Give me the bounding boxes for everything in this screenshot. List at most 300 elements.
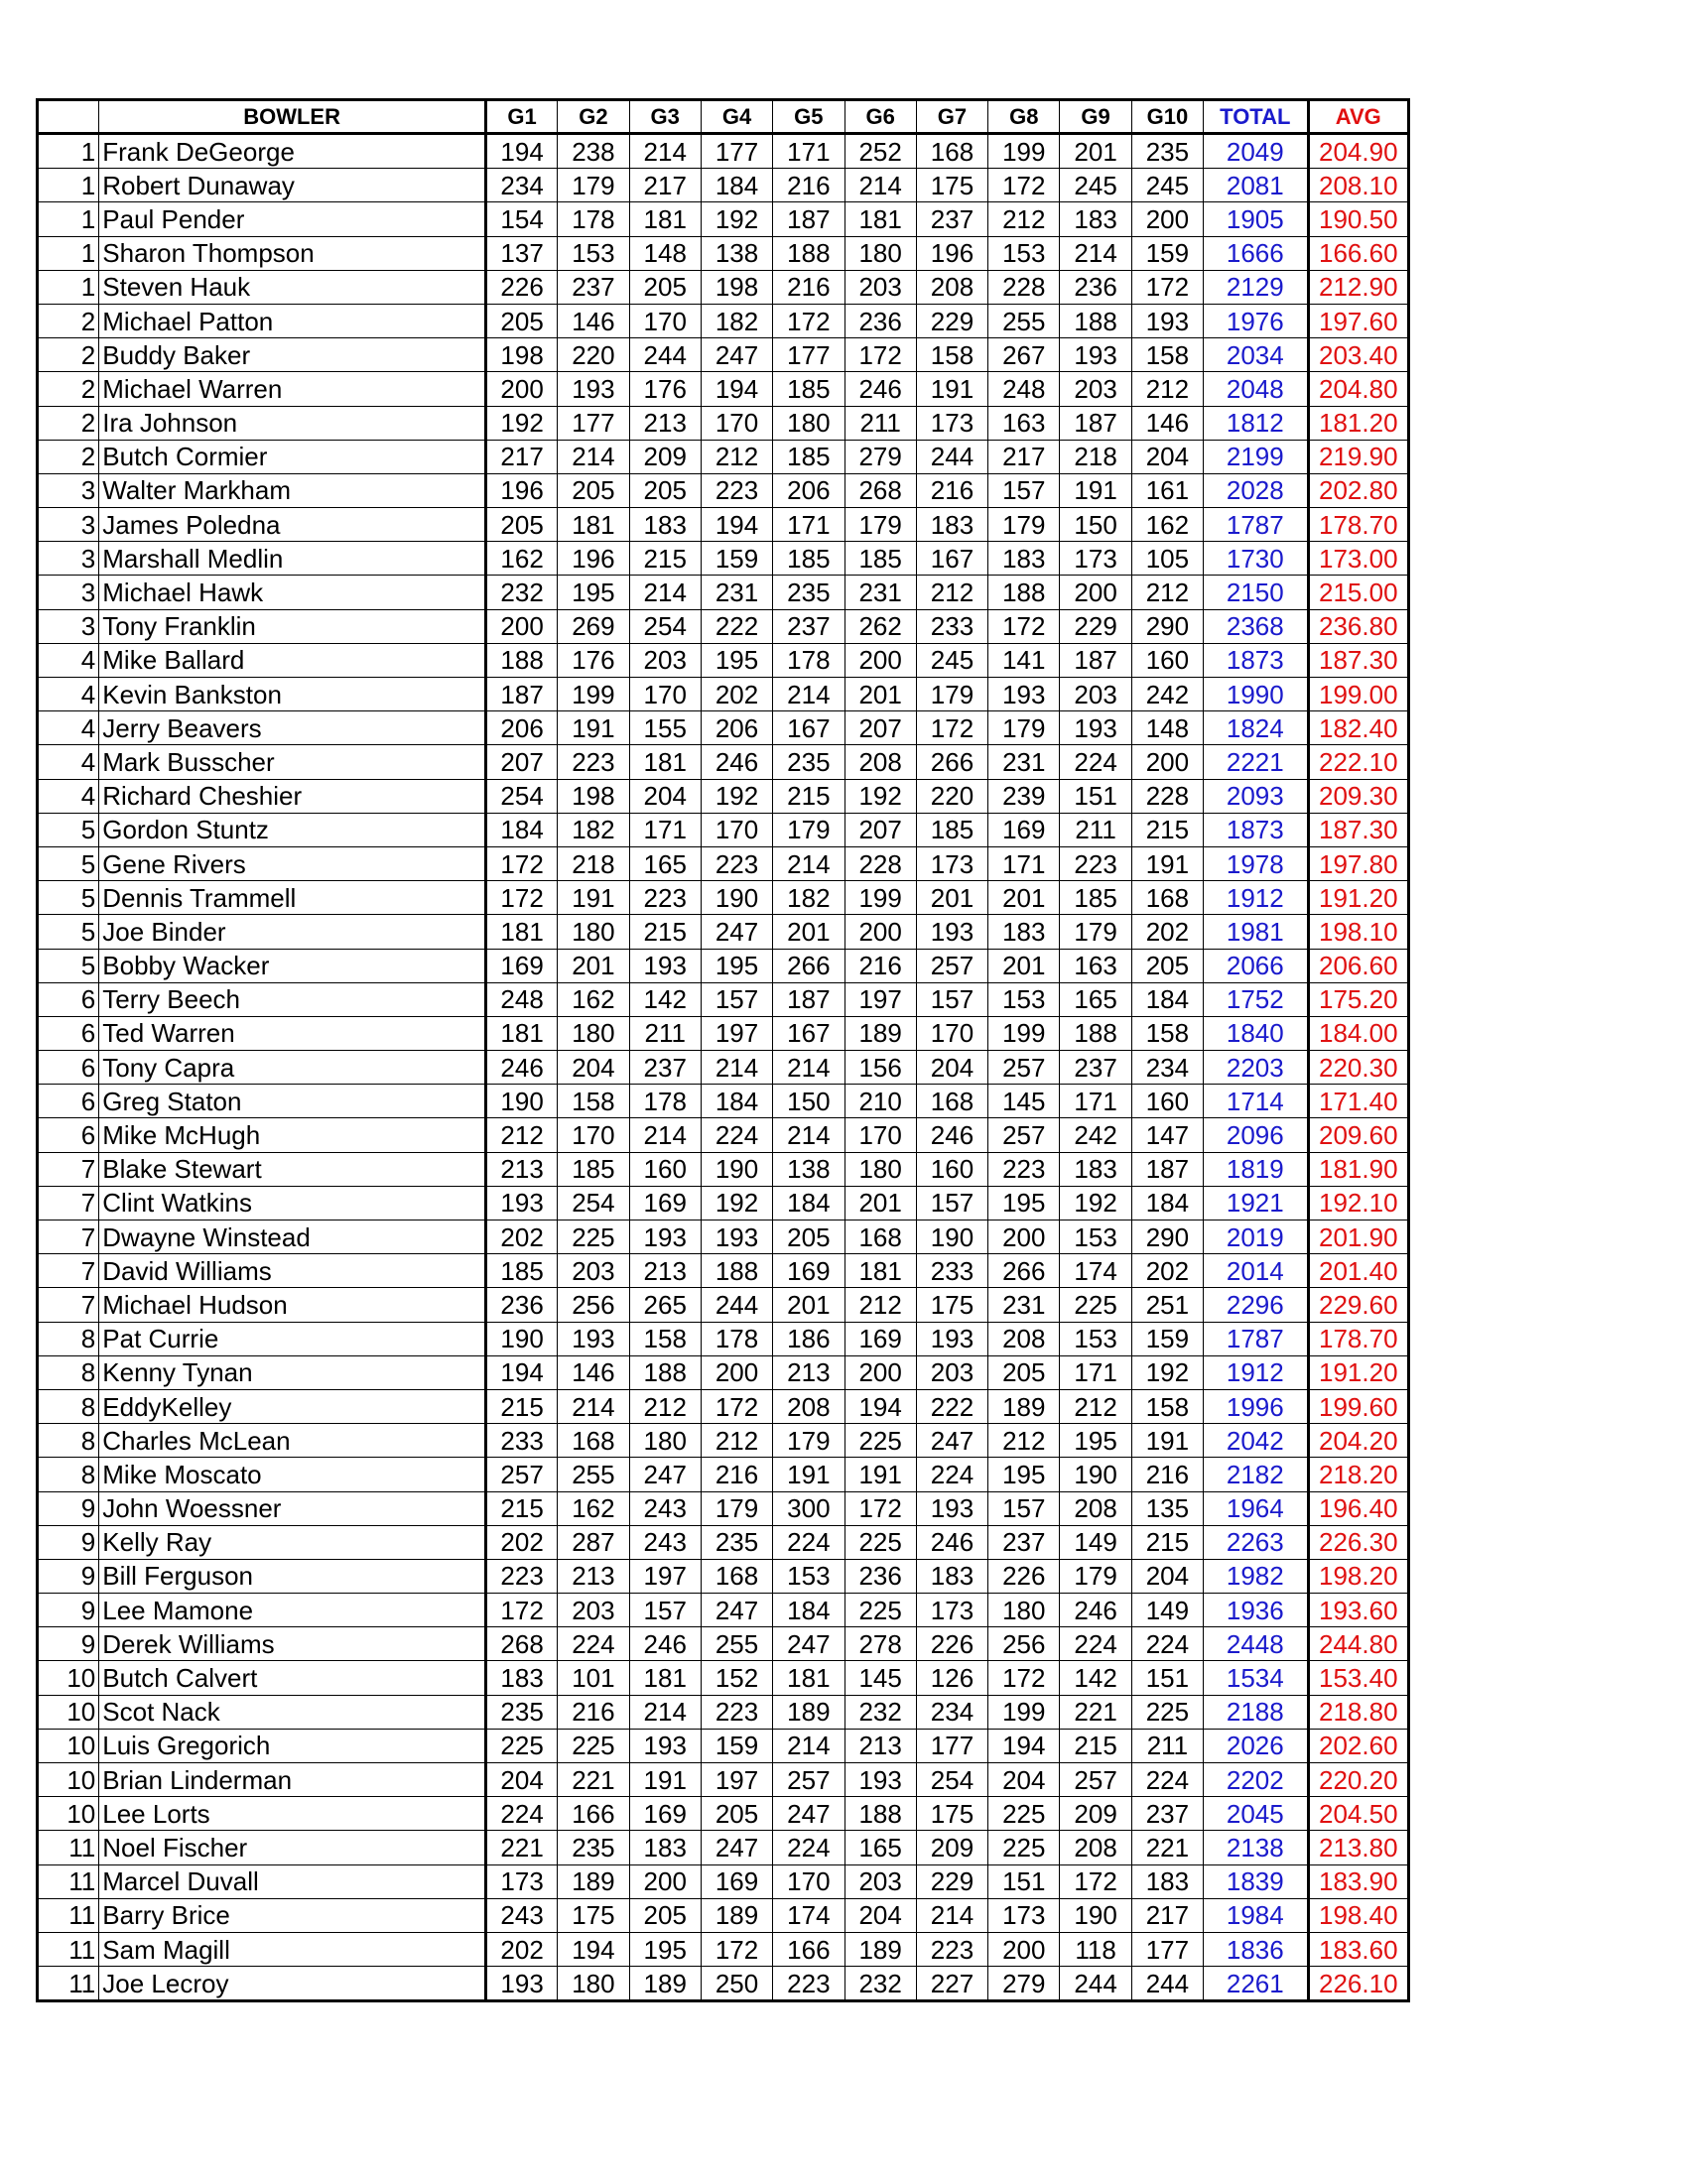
game-score-cell: 165 <box>629 846 701 880</box>
total-cell: 2150 <box>1204 576 1308 609</box>
game-score-cell: 200 <box>485 609 557 643</box>
game-score-cell: 205 <box>701 1797 772 1831</box>
game-score-cell: 191 <box>1060 473 1131 507</box>
table-row <box>38 1763 1409 1797</box>
avg-cell: 226.30 <box>1308 1525 1408 1559</box>
bowler-name-cell: Michael Hawk <box>99 576 486 609</box>
game-score-cell: 205 <box>1131 949 1203 982</box>
game-score-cell: 170 <box>773 1864 844 1898</box>
table-row <box>38 440 1409 473</box>
game-header: G9 <box>1060 100 1131 134</box>
table-row <box>38 1355 1409 1389</box>
total-cell: 1978 <box>1204 846 1308 880</box>
total-cell: 2129 <box>1204 270 1308 304</box>
table-row <box>38 236 1409 270</box>
game-score-cell: 149 <box>1060 1525 1131 1559</box>
game-score-cell: 198 <box>701 270 772 304</box>
game-header: G2 <box>558 100 629 134</box>
game-score-cell: 226 <box>485 270 557 304</box>
bowler-name-cell: Tony Franklin <box>99 609 486 643</box>
game-score-cell: 195 <box>558 576 629 609</box>
game-score-cell: 190 <box>1060 1458 1131 1491</box>
game-score-cell: 193 <box>558 1322 629 1355</box>
rank-cell: 7 <box>38 1186 99 1220</box>
game-score-cell: 160 <box>629 1152 701 1186</box>
game-score-cell: 193 <box>485 1967 557 2001</box>
game-score-cell: 246 <box>1060 1594 1131 1627</box>
game-score-cell: 266 <box>988 1254 1060 1288</box>
table-row <box>38 542 1409 576</box>
avg-cell: 193.60 <box>1308 1594 1408 1627</box>
game-score-cell: 225 <box>558 1729 629 1762</box>
game-score-cell: 207 <box>844 813 916 846</box>
game-score-cell: 247 <box>701 1594 772 1627</box>
game-score-cell: 169 <box>988 813 1060 846</box>
rank-cell: 8 <box>38 1458 99 1491</box>
avg-cell: 203.40 <box>1308 338 1408 372</box>
game-score-cell: 180 <box>773 406 844 440</box>
game-score-cell: 222 <box>916 1389 987 1423</box>
game-score-cell: 167 <box>773 1016 844 1050</box>
total-cell: 1666 <box>1204 236 1308 270</box>
rank-cell: 8 <box>38 1389 99 1423</box>
rank-cell: 7 <box>38 1152 99 1186</box>
avg-cell: 220.20 <box>1308 1763 1408 1797</box>
game-score-cell: 246 <box>916 1118 987 1152</box>
game-score-cell: 206 <box>701 711 772 745</box>
avg-cell: 173.00 <box>1308 542 1408 576</box>
game-score-cell: 172 <box>701 1389 772 1423</box>
game-score-cell: 165 <box>1060 982 1131 1016</box>
game-score-cell: 193 <box>629 949 701 982</box>
total-cell: 2066 <box>1204 949 1308 982</box>
rank-cell: 10 <box>38 1729 99 1762</box>
game-score-cell: 223 <box>988 1152 1060 1186</box>
game-score-cell: 228 <box>844 846 916 880</box>
avg-cell: 181.20 <box>1308 406 1408 440</box>
rank-cell: 3 <box>38 542 99 576</box>
game-score-cell: 257 <box>773 1763 844 1797</box>
game-score-cell: 142 <box>1060 1661 1131 1695</box>
game-score-cell: 168 <box>916 1085 987 1118</box>
game-score-cell: 163 <box>988 406 1060 440</box>
table-row <box>38 1152 1409 1186</box>
bowler-name-cell: Walter Markham <box>99 473 486 507</box>
game-score-cell: 214 <box>701 1051 772 1085</box>
game-score-cell: 200 <box>1131 202 1203 236</box>
game-score-cell: 212 <box>1131 576 1203 609</box>
game-score-cell: 189 <box>844 1016 916 1050</box>
table-row <box>38 304 1409 337</box>
game-score-cell: 214 <box>629 576 701 609</box>
game-score-cell: 157 <box>629 1594 701 1627</box>
rank-cell: 3 <box>38 576 99 609</box>
game-score-cell: 203 <box>916 1355 987 1389</box>
game-score-cell: 158 <box>1131 338 1203 372</box>
game-score-cell: 244 <box>1131 1967 1203 2001</box>
game-score-cell: 225 <box>844 1594 916 1627</box>
game-score-cell: 211 <box>629 1016 701 1050</box>
game-score-cell: 257 <box>485 1458 557 1491</box>
game-score-cell: 171 <box>773 134 844 169</box>
table-row <box>38 1729 1409 1762</box>
game-score-cell: 212 <box>1131 372 1203 406</box>
rank-cell: 6 <box>38 1085 99 1118</box>
avg-cell: 178.70 <box>1308 508 1408 542</box>
game-score-cell: 183 <box>1060 1152 1131 1186</box>
table-row <box>38 1594 1409 1627</box>
total-cell: 2048 <box>1204 372 1308 406</box>
table-row <box>38 711 1409 745</box>
game-score-cell: 213 <box>844 1729 916 1762</box>
bowler-name-cell: Noel Fischer <box>99 1831 486 1864</box>
game-score-cell: 244 <box>629 338 701 372</box>
game-score-cell: 172 <box>773 304 844 337</box>
game-score-cell: 208 <box>988 1322 1060 1355</box>
game-score-cell: 224 <box>1131 1627 1203 1661</box>
game-score-cell: 175 <box>916 1288 987 1322</box>
game-score-cell: 223 <box>916 1932 987 1966</box>
game-score-cell: 183 <box>1131 1864 1203 1898</box>
rank-cell: 10 <box>38 1661 99 1695</box>
game-score-cell: 212 <box>988 1424 1060 1458</box>
bowler-name-cell: Michael Hudson <box>99 1288 486 1322</box>
rank-cell: 1 <box>38 236 99 270</box>
game-score-cell: 153 <box>988 236 1060 270</box>
game-score-cell: 225 <box>485 1729 557 1762</box>
game-score-cell: 203 <box>629 643 701 677</box>
game-score-cell: 157 <box>916 982 987 1016</box>
game-score-cell: 229 <box>916 304 987 337</box>
game-score-cell: 234 <box>485 169 557 202</box>
game-score-cell: 184 <box>1131 982 1203 1016</box>
game-score-cell: 268 <box>485 1627 557 1661</box>
game-score-cell: 217 <box>629 169 701 202</box>
bowler-name-cell: Derek Williams <box>99 1627 486 1661</box>
game-score-cell: 213 <box>773 1355 844 1389</box>
rank-cell: 10 <box>38 1797 99 1831</box>
game-score-cell: 189 <box>844 1932 916 1966</box>
game-score-cell: 190 <box>485 1085 557 1118</box>
rank-cell: 8 <box>38 1424 99 1458</box>
table-row <box>38 949 1409 982</box>
game-score-cell: 151 <box>1060 779 1131 813</box>
game-score-cell: 214 <box>1060 236 1131 270</box>
bowler-name-cell: Gordon Stuntz <box>99 813 486 846</box>
game-score-cell: 169 <box>844 1322 916 1355</box>
game-score-cell: 198 <box>558 779 629 813</box>
game-score-cell: 188 <box>773 236 844 270</box>
game-score-cell: 247 <box>701 338 772 372</box>
game-score-cell: 231 <box>701 576 772 609</box>
total-cell: 2045 <box>1204 1797 1308 1831</box>
game-score-cell: 199 <box>988 134 1060 169</box>
game-score-cell: 157 <box>916 1186 987 1220</box>
avg-cell: 198.10 <box>1308 915 1408 949</box>
rank-cell: 5 <box>38 949 99 982</box>
avg-cell: 175.20 <box>1308 982 1408 1016</box>
game-score-cell: 192 <box>844 779 916 813</box>
game-score-cell: 243 <box>629 1525 701 1559</box>
game-score-cell: 195 <box>701 643 772 677</box>
avg-cell: 201.90 <box>1308 1220 1408 1254</box>
game-score-cell: 197 <box>701 1763 772 1797</box>
game-score-cell: 216 <box>1131 1458 1203 1491</box>
avg-cell: 208.10 <box>1308 169 1408 202</box>
table-row <box>38 745 1409 779</box>
rank-cell: 6 <box>38 1118 99 1152</box>
game-score-cell: 213 <box>629 406 701 440</box>
table-row <box>38 1085 1409 1118</box>
total-cell: 1730 <box>1204 542 1308 576</box>
game-score-cell: 237 <box>1060 1051 1131 1085</box>
bowler-name-cell: Luis Gregorich <box>99 1729 486 1762</box>
bowler-name-cell: Bobby Wacker <box>99 949 486 982</box>
game-score-cell: 266 <box>916 745 987 779</box>
game-score-cell: 255 <box>558 1458 629 1491</box>
game-score-cell: 169 <box>629 1797 701 1831</box>
game-score-cell: 196 <box>485 473 557 507</box>
game-score-cell: 254 <box>485 779 557 813</box>
game-score-cell: 204 <box>629 779 701 813</box>
table-row <box>38 846 1409 880</box>
game-score-cell: 247 <box>701 915 772 949</box>
game-score-cell: 212 <box>844 1288 916 1322</box>
game-score-cell: 207 <box>485 745 557 779</box>
game-score-cell: 182 <box>773 881 844 915</box>
game-score-cell: 205 <box>988 1355 1060 1389</box>
game-score-cell: 188 <box>701 1254 772 1288</box>
game-score-cell: 196 <box>916 236 987 270</box>
game-score-cell: 213 <box>629 1254 701 1288</box>
rank-cell: 9 <box>38 1559 99 1593</box>
game-score-cell: 158 <box>916 338 987 372</box>
game-score-cell: 216 <box>773 169 844 202</box>
game-score-cell: 215 <box>629 542 701 576</box>
total-cell: 1981 <box>1204 915 1308 949</box>
game-score-cell: 191 <box>1131 1424 1203 1458</box>
game-score-cell: 135 <box>1131 1491 1203 1525</box>
game-score-cell: 203 <box>558 1594 629 1627</box>
bowler-name-cell: Tony Capra <box>99 1051 486 1085</box>
game-score-cell: 193 <box>1060 711 1131 745</box>
game-score-cell: 257 <box>988 1118 1060 1152</box>
game-score-cell: 193 <box>916 1491 987 1525</box>
rank-cell: 2 <box>38 304 99 337</box>
game-score-cell: 150 <box>1060 508 1131 542</box>
game-score-cell: 224 <box>1060 1627 1131 1661</box>
rank-cell: 3 <box>38 473 99 507</box>
avg-cell: 209.30 <box>1308 779 1408 813</box>
game-score-cell: 183 <box>485 1661 557 1695</box>
bowler-name-cell: Dennis Trammell <box>99 881 486 915</box>
game-header: G8 <box>988 100 1060 134</box>
avg-cell: 153.40 <box>1308 1661 1408 1695</box>
total-cell: 2296 <box>1204 1288 1308 1322</box>
game-score-cell: 200 <box>1131 745 1203 779</box>
game-score-cell: 193 <box>485 1186 557 1220</box>
table-row <box>38 1661 1409 1695</box>
rank-cell: 11 <box>38 1967 99 2001</box>
game-score-cell: 192 <box>1060 1186 1131 1220</box>
game-score-cell: 221 <box>1131 1831 1203 1864</box>
game-score-cell: 183 <box>988 915 1060 949</box>
game-score-cell: 244 <box>916 440 987 473</box>
game-score-cell: 223 <box>485 1559 557 1593</box>
avg-cell: 206.60 <box>1308 949 1408 982</box>
table-row <box>38 1831 1409 1864</box>
game-score-cell: 193 <box>916 1322 987 1355</box>
bowler-name-cell: James Poledna <box>99 508 486 542</box>
game-score-cell: 236 <box>844 304 916 337</box>
game-score-cell: 224 <box>1131 1763 1203 1797</box>
game-score-cell: 216 <box>844 949 916 982</box>
avg-cell: 215.00 <box>1308 576 1408 609</box>
game-score-cell: 237 <box>558 270 629 304</box>
total-cell: 2049 <box>1204 134 1308 169</box>
game-score-cell: 220 <box>558 338 629 372</box>
game-score-cell: 175 <box>558 1898 629 1932</box>
game-score-cell: 207 <box>844 711 916 745</box>
game-score-cell: 224 <box>485 1797 557 1831</box>
table-row <box>38 779 1409 813</box>
total-header: TOTAL <box>1204 100 1308 134</box>
game-score-cell: 170 <box>629 304 701 337</box>
bowler-name-cell: Butch Calvert <box>99 1661 486 1695</box>
game-score-cell: 191 <box>916 372 987 406</box>
game-score-cell: 192 <box>485 406 557 440</box>
game-score-cell: 226 <box>916 1627 987 1661</box>
game-score-cell: 242 <box>1060 1118 1131 1152</box>
game-score-cell: 168 <box>1131 881 1203 915</box>
game-score-cell: 171 <box>1060 1085 1131 1118</box>
game-score-cell: 185 <box>773 372 844 406</box>
game-score-cell: 148 <box>629 236 701 270</box>
game-score-cell: 226 <box>988 1559 1060 1593</box>
game-score-cell: 198 <box>485 338 557 372</box>
game-score-cell: 179 <box>988 711 1060 745</box>
game-score-cell: 257 <box>916 949 987 982</box>
table-row <box>38 1491 1409 1525</box>
bowler-name-cell: Frank DeGeorge <box>99 134 486 169</box>
game-header: G10 <box>1131 100 1203 134</box>
game-score-cell: 208 <box>773 1389 844 1423</box>
game-score-cell: 247 <box>629 1458 701 1491</box>
bowler-name-cell: Pat Currie <box>99 1322 486 1355</box>
game-score-cell: 232 <box>844 1967 916 2001</box>
game-score-cell: 202 <box>1131 1254 1203 1288</box>
game-score-cell: 172 <box>988 1661 1060 1695</box>
game-score-cell: 181 <box>844 1254 916 1288</box>
rank-cell: 3 <box>38 508 99 542</box>
game-score-cell: 159 <box>701 542 772 576</box>
bowler-name-cell: Lee Mamone <box>99 1594 486 1627</box>
game-score-cell: 184 <box>773 1186 844 1220</box>
game-score-cell: 174 <box>773 1898 844 1932</box>
total-cell: 1921 <box>1204 1186 1308 1220</box>
game-score-cell: 214 <box>773 1118 844 1152</box>
game-score-cell: 192 <box>701 1186 772 1220</box>
table-row <box>38 508 1409 542</box>
game-score-cell: 159 <box>1131 1322 1203 1355</box>
game-score-cell: 162 <box>1131 508 1203 542</box>
game-score-cell: 223 <box>629 881 701 915</box>
game-score-cell: 188 <box>988 576 1060 609</box>
game-score-cell: 156 <box>844 1051 916 1085</box>
game-score-cell: 255 <box>701 1627 772 1661</box>
game-score-cell: 184 <box>701 1085 772 1118</box>
game-score-cell: 215 <box>485 1389 557 1423</box>
game-score-cell: 224 <box>773 1525 844 1559</box>
game-score-cell: 101 <box>558 1661 629 1695</box>
game-score-cell: 181 <box>773 1661 844 1695</box>
game-score-cell: 147 <box>1131 1118 1203 1152</box>
game-score-cell: 197 <box>629 1559 701 1593</box>
game-score-cell: 171 <box>629 813 701 846</box>
game-score-cell: 173 <box>916 846 987 880</box>
game-score-cell: 179 <box>916 678 987 711</box>
game-score-cell: 212 <box>988 202 1060 236</box>
game-score-cell: 216 <box>916 473 987 507</box>
game-score-cell: 195 <box>988 1458 1060 1491</box>
game-score-cell: 279 <box>844 440 916 473</box>
game-score-cell: 246 <box>701 745 772 779</box>
game-score-cell: 183 <box>988 542 1060 576</box>
rank-cell: 4 <box>38 779 99 813</box>
game-score-cell: 175 <box>916 169 987 202</box>
bowler-name-cell: Ira Johnson <box>99 406 486 440</box>
rank-header <box>38 100 99 134</box>
game-score-cell: 180 <box>844 236 916 270</box>
game-score-cell: 254 <box>558 1186 629 1220</box>
rank-cell: 10 <box>38 1695 99 1729</box>
avg-cell: 184.00 <box>1308 1016 1408 1050</box>
game-score-cell: 242 <box>1131 678 1203 711</box>
game-score-cell: 204 <box>844 1898 916 1932</box>
game-score-cell: 181 <box>558 508 629 542</box>
bowler-name-cell: John Woessner <box>99 1491 486 1525</box>
total-cell: 2081 <box>1204 169 1308 202</box>
game-score-cell: 218 <box>558 846 629 880</box>
game-score-cell: 167 <box>773 711 844 745</box>
game-score-cell: 197 <box>844 982 916 1016</box>
game-score-cell: 225 <box>558 1220 629 1254</box>
game-score-cell: 245 <box>916 643 987 677</box>
game-score-cell: 168 <box>701 1559 772 1593</box>
game-score-cell: 233 <box>485 1424 557 1458</box>
table-row <box>38 1051 1409 1085</box>
game-score-cell: 118 <box>1060 1932 1131 1966</box>
game-score-cell: 158 <box>629 1322 701 1355</box>
total-cell: 1840 <box>1204 1016 1308 1050</box>
game-score-cell: 201 <box>916 881 987 915</box>
game-score-cell: 185 <box>1060 881 1131 915</box>
game-score-cell: 187 <box>773 202 844 236</box>
game-score-cell: 170 <box>701 406 772 440</box>
table-row <box>38 1186 1409 1220</box>
game-score-cell: 196 <box>558 542 629 576</box>
game-score-cell: 199 <box>988 1016 1060 1050</box>
rank-cell: 11 <box>38 1932 99 1966</box>
game-score-cell: 300 <box>773 1491 844 1525</box>
game-score-cell: 192 <box>1131 1355 1203 1389</box>
rank-cell: 1 <box>38 169 99 202</box>
avg-cell: 198.20 <box>1308 1559 1408 1593</box>
table-row <box>38 1254 1409 1288</box>
game-score-cell: 172 <box>485 846 557 880</box>
total-cell: 2188 <box>1204 1695 1308 1729</box>
game-score-cell: 181 <box>629 745 701 779</box>
